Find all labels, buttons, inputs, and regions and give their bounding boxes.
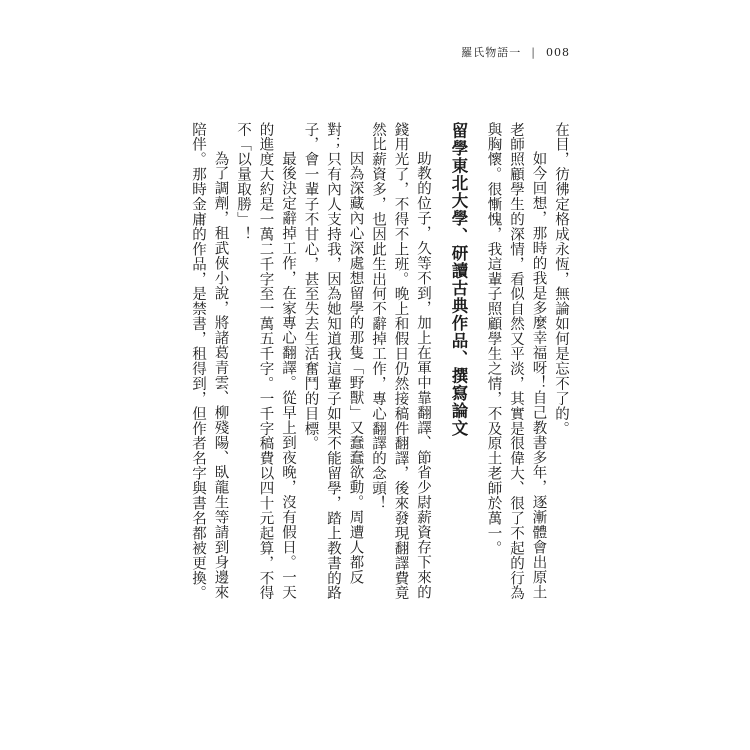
paragraph: 助教的位子，久等不到，加上在軍中靠翻譯、節省少尉薪資存下來的錢用光了，不得不上班。晚上和假日仍然接稿件翻譯，後來發現翻譯費竟然比薪資多，也因此生出何不辭掉工作，專心翻譯的念頭！ <box>370 122 431 601</box>
running-header <box>461 44 570 60</box>
paragraph: 最後決定辭掉工作，在家專心翻譯。從早上到夜晚，沒有假日。一天的進度大約是一萬二千字至一萬五千字。一千字稿費以四十元起算，不得不「以量取勝」！ <box>235 122 296 601</box>
paragraph: 如今回想，那時的我是多麼幸福呀！自己教書多年，逐漸體會出原土老師照顧學生的深情，看似自然又平淡，其實是很偉大、很了不起的行為與胸懷。很慚愧，我這輩子照顧學生之情，不及原土老師於萬一。 <box>485 122 547 601</box>
vertical-body-text <box>152 122 572 610</box>
section-heading: 留學東北大學、研讀古典作品、撰寫論文 <box>449 122 468 437</box>
page-number: 008 <box>546 45 570 59</box>
book-title: 羅氏物語一 <box>461 46 522 59</box>
header-separator: | <box>531 45 536 59</box>
paragraph-continuation: 在目，彷彿定格成永恆，無論如何是忘不了的。 <box>553 122 569 436</box>
paragraph: 為了調劑，租武俠小說，將諸葛青雲、柳殘陽、臥龍生等請到身邊來陪伴。那時金庸的作品，是禁書，租得到，但作者名字與書名都被更換。 <box>190 122 229 601</box>
paragraph: 因為深藏內心深處想留學的那隻「野獸」又蠢蠢欲動。周遭人都反對；只有內人支持我，因為她知道我這輩子如果不能留學，踏上教書的路子，會一輩子不甘心，甚至失去生活奮鬥的目標。 <box>302 122 364 601</box>
